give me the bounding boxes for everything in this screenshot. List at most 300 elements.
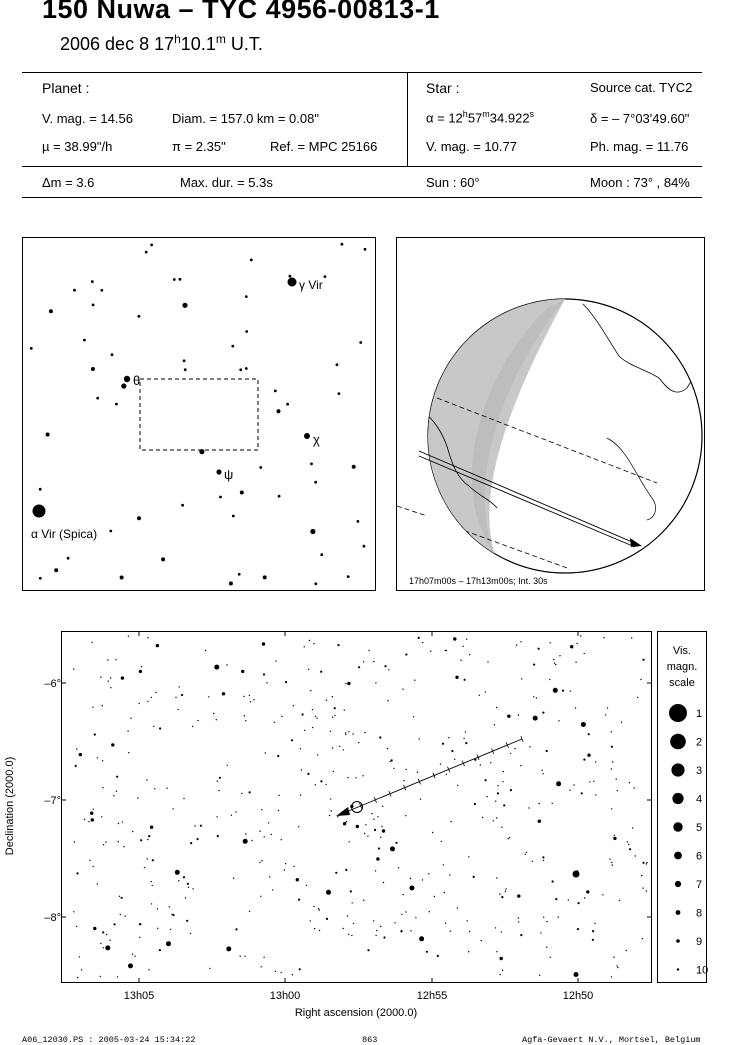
finder-star bbox=[91, 367, 95, 371]
finder-star bbox=[359, 341, 362, 344]
chart-star bbox=[347, 915, 348, 916]
header-top-rule bbox=[22, 72, 702, 73]
chart-star bbox=[509, 837, 510, 838]
chart-star bbox=[299, 968, 301, 970]
chart-star bbox=[607, 707, 608, 708]
chart-star bbox=[616, 778, 617, 779]
finder-star bbox=[278, 495, 281, 498]
chart-star bbox=[152, 885, 153, 886]
chart-star bbox=[633, 787, 634, 788]
chart-star bbox=[147, 637, 148, 638]
chart-star bbox=[243, 696, 244, 697]
scale-dot bbox=[675, 881, 681, 887]
chart-star bbox=[275, 661, 276, 662]
chart-star bbox=[121, 676, 124, 679]
chart-star bbox=[373, 661, 374, 662]
ytick-minus-8: –8° bbox=[44, 912, 61, 924]
chart-star bbox=[495, 927, 496, 928]
chart-star bbox=[349, 841, 350, 842]
chart-star bbox=[518, 921, 519, 922]
chart-star bbox=[285, 863, 286, 864]
chart-star bbox=[183, 876, 185, 878]
chart-star bbox=[172, 914, 174, 916]
chart-star bbox=[157, 928, 158, 929]
chart-star bbox=[249, 791, 251, 793]
scale-title-vis: Vis. bbox=[672, 645, 692, 657]
chart-star bbox=[249, 695, 250, 696]
chart-star bbox=[343, 749, 344, 750]
chart-star bbox=[76, 926, 77, 927]
chart-star bbox=[592, 930, 594, 932]
finder-star bbox=[111, 353, 114, 356]
chart-star bbox=[76, 872, 78, 874]
finder-star bbox=[49, 309, 53, 313]
chart-star bbox=[451, 750, 453, 752]
chart-star bbox=[358, 666, 360, 668]
finder-star bbox=[54, 568, 58, 572]
chart-star bbox=[462, 646, 463, 647]
chart-star bbox=[503, 771, 504, 772]
chart-star bbox=[269, 876, 270, 877]
chart-star bbox=[130, 718, 131, 719]
scale-level-label: 9 bbox=[696, 936, 703, 948]
finder-star bbox=[263, 575, 267, 579]
chart-star bbox=[629, 848, 631, 850]
scale-dot bbox=[671, 763, 684, 776]
scale-level-label: 2 bbox=[696, 736, 703, 749]
chart-star bbox=[641, 875, 642, 876]
chart-star bbox=[422, 642, 423, 643]
chart-star bbox=[463, 738, 464, 739]
chart-star bbox=[245, 720, 246, 721]
chart-star bbox=[293, 866, 294, 867]
chart-star bbox=[410, 930, 411, 931]
chart-star bbox=[586, 890, 589, 893]
chart-star bbox=[588, 733, 590, 735]
chart-star bbox=[266, 682, 267, 683]
chart-star bbox=[417, 772, 418, 773]
finder-star bbox=[310, 529, 315, 534]
finder-star bbox=[347, 575, 350, 578]
chart-star bbox=[528, 807, 529, 808]
chart-star bbox=[116, 776, 118, 778]
chart-star bbox=[261, 809, 262, 810]
xtick-12h50: 12h50 bbox=[562, 990, 594, 1002]
chart-star bbox=[391, 759, 393, 761]
chart-star bbox=[97, 883, 98, 884]
chart-star bbox=[105, 841, 106, 842]
chart-star bbox=[147, 858, 148, 859]
chart-star bbox=[77, 977, 78, 978]
chart-star bbox=[358, 742, 359, 743]
chart-star bbox=[642, 887, 643, 888]
chart-star bbox=[480, 764, 481, 765]
chart-star bbox=[325, 784, 326, 785]
chart-star bbox=[602, 894, 603, 895]
chart-star bbox=[378, 847, 380, 849]
chart-star bbox=[244, 715, 245, 716]
chart-star bbox=[285, 681, 287, 683]
chart-star bbox=[148, 835, 150, 837]
finder-star bbox=[39, 577, 42, 580]
chart-star bbox=[181, 694, 183, 696]
chart-star bbox=[81, 969, 82, 970]
chart-star bbox=[344, 709, 345, 710]
finder-star bbox=[145, 251, 148, 254]
chart-star bbox=[496, 951, 497, 952]
chart-star bbox=[185, 897, 186, 898]
chart-star bbox=[148, 969, 149, 970]
chart-star bbox=[179, 686, 180, 687]
chart-star bbox=[264, 836, 265, 837]
chart-star bbox=[376, 857, 379, 860]
chart-star bbox=[109, 940, 110, 941]
chart-star bbox=[102, 787, 103, 788]
chart-star bbox=[73, 668, 74, 669]
chart-star bbox=[272, 889, 273, 890]
finder-star bbox=[46, 433, 50, 437]
xtick-13h00: 13h00 bbox=[269, 990, 301, 1002]
chart-star bbox=[507, 715, 510, 718]
finder-star bbox=[181, 504, 184, 507]
finder-star bbox=[324, 275, 327, 278]
finder-star bbox=[231, 345, 234, 348]
chart-star bbox=[347, 777, 348, 778]
asteroid-track-arrow bbox=[336, 807, 350, 816]
chart-star bbox=[589, 781, 590, 782]
finder-star bbox=[245, 367, 248, 370]
chart-star bbox=[490, 762, 491, 763]
ytick-minus-6: –6° bbox=[44, 678, 61, 690]
chart-star bbox=[363, 900, 364, 901]
finder-star bbox=[240, 491, 244, 495]
chart-star bbox=[192, 888, 193, 889]
chart-star bbox=[332, 747, 333, 748]
star-photographic-mag: Ph. mag. = 11.76 bbox=[590, 139, 689, 154]
chart-star bbox=[107, 659, 108, 660]
chart-star bbox=[573, 784, 574, 785]
chart-star bbox=[106, 934, 107, 935]
chart-star bbox=[446, 774, 447, 775]
chart-star bbox=[121, 897, 123, 899]
chart-star bbox=[403, 780, 404, 781]
finder-star bbox=[364, 248, 367, 251]
chart-star bbox=[192, 726, 193, 727]
chart-star bbox=[170, 929, 171, 930]
finder-star bbox=[183, 359, 186, 362]
chart-star bbox=[115, 659, 116, 660]
chart-star bbox=[628, 844, 629, 845]
chart-star bbox=[505, 888, 506, 889]
chart-star bbox=[137, 797, 138, 798]
chart-star bbox=[188, 887, 189, 888]
chart-star bbox=[313, 643, 314, 644]
chart-star bbox=[241, 670, 244, 673]
chart-star bbox=[177, 709, 178, 710]
chart-star bbox=[441, 841, 442, 842]
scale-dot bbox=[672, 793, 683, 804]
chart-star bbox=[496, 877, 497, 878]
chart-star bbox=[362, 775, 363, 776]
chart-star bbox=[309, 640, 310, 641]
chart-star bbox=[419, 936, 424, 941]
chart-star bbox=[124, 915, 125, 916]
chart-star bbox=[353, 923, 354, 924]
chart-star bbox=[291, 739, 293, 741]
finder-star bbox=[120, 576, 124, 580]
chart-star bbox=[76, 748, 77, 749]
chart-star bbox=[79, 956, 80, 957]
chart-star bbox=[159, 727, 161, 729]
chart-star bbox=[175, 870, 180, 875]
chart-star bbox=[316, 718, 317, 719]
max-duration: Max. dur. = 5.3s bbox=[180, 175, 273, 190]
chart-star bbox=[227, 765, 228, 766]
planet-heading: Planet : bbox=[42, 80, 90, 96]
chart-star bbox=[495, 801, 496, 802]
xtick-13h05: 13h05 bbox=[123, 990, 155, 1002]
chart-star bbox=[440, 763, 441, 764]
chart-star bbox=[646, 863, 647, 864]
chart-star bbox=[249, 911, 250, 912]
chart-star bbox=[93, 927, 96, 930]
chart-star bbox=[178, 880, 179, 881]
chart-star bbox=[432, 832, 433, 833]
chart-star bbox=[261, 860, 262, 861]
chart-star bbox=[474, 803, 476, 805]
chart-star bbox=[278, 810, 279, 811]
scale-level-label: 5 bbox=[696, 822, 703, 834]
globe-panel bbox=[396, 237, 705, 591]
chart-star bbox=[75, 765, 77, 767]
chart-star bbox=[333, 771, 334, 772]
chart-star bbox=[183, 798, 184, 799]
chart-star bbox=[307, 773, 309, 775]
finder-star bbox=[161, 557, 165, 561]
scale-title-magn: magn. bbox=[666, 661, 698, 673]
chart-star bbox=[235, 811, 236, 812]
chart-star bbox=[637, 697, 638, 698]
chart-star bbox=[502, 970, 503, 971]
chart-star bbox=[510, 789, 512, 791]
chart-star bbox=[627, 841, 628, 842]
chart-star bbox=[118, 823, 119, 824]
chart-star bbox=[200, 825, 202, 827]
chart-star bbox=[520, 765, 521, 766]
chart-star bbox=[414, 680, 415, 681]
chart-star bbox=[351, 935, 352, 936]
chart-star bbox=[140, 839, 142, 841]
chart-star bbox=[465, 742, 467, 744]
chart-star bbox=[114, 923, 116, 925]
chart-star bbox=[156, 644, 159, 647]
planet-diameter: Diam. = 157.0 km = 0.08" bbox=[172, 111, 319, 126]
footer-file-info: A06_12030.PS : 2005-03-24 15:34:22 bbox=[22, 1035, 196, 1045]
finder-star bbox=[341, 243, 344, 246]
chart-star bbox=[556, 781, 561, 786]
chart-star bbox=[402, 894, 403, 895]
chart-star bbox=[89, 860, 90, 861]
chart-star bbox=[593, 781, 594, 782]
chart-star bbox=[346, 821, 347, 822]
moon-info: Moon : 73° , 84% bbox=[590, 175, 690, 190]
chart-star bbox=[555, 898, 557, 900]
chart-star bbox=[640, 679, 641, 680]
chart-star bbox=[558, 720, 559, 721]
chart-star bbox=[387, 748, 388, 749]
chart-star bbox=[526, 852, 527, 853]
chart-star bbox=[450, 931, 451, 932]
finder-star bbox=[30, 347, 33, 350]
chart-star bbox=[614, 835, 615, 836]
chart-star bbox=[100, 976, 101, 977]
chart-star bbox=[310, 690, 311, 691]
chart-star bbox=[570, 645, 573, 648]
chart-star bbox=[194, 825, 195, 826]
chart-star bbox=[505, 891, 506, 892]
planet-reference: Ref. = MPC 25166 bbox=[270, 139, 378, 154]
chart-star bbox=[298, 899, 300, 901]
chart-star bbox=[217, 781, 218, 782]
chart-star bbox=[320, 671, 322, 673]
chart-star bbox=[355, 777, 356, 778]
chart-star bbox=[611, 746, 613, 748]
chart-star bbox=[445, 922, 446, 923]
chart-star bbox=[635, 855, 636, 856]
finder-star bbox=[73, 289, 76, 292]
chart-star bbox=[575, 661, 576, 662]
chart-star bbox=[538, 820, 541, 823]
finder-star bbox=[320, 553, 323, 556]
chart-star bbox=[631, 637, 632, 638]
chart-star bbox=[371, 813, 372, 814]
chart-star bbox=[308, 669, 309, 670]
chart-star bbox=[197, 720, 198, 721]
chart-star bbox=[265, 752, 266, 753]
chart-star bbox=[84, 819, 85, 820]
chart-star bbox=[507, 838, 508, 839]
chart-star bbox=[594, 923, 595, 924]
chart-star bbox=[398, 867, 399, 868]
chart-star bbox=[216, 816, 217, 817]
scale-dot bbox=[669, 704, 687, 722]
chart-star bbox=[337, 644, 339, 646]
chart-star bbox=[150, 826, 153, 829]
scale-dot bbox=[676, 910, 681, 915]
chart-star bbox=[93, 809, 94, 810]
chart-star bbox=[319, 930, 320, 931]
chart-star bbox=[390, 846, 395, 851]
chart-star bbox=[485, 779, 487, 781]
chart-star bbox=[111, 743, 114, 746]
chart-star bbox=[406, 769, 407, 770]
page-title: 150 Nuwa – TYC 4956-00813-1 bbox=[42, 0, 440, 24]
chart-star bbox=[464, 679, 466, 681]
chart-star bbox=[318, 908, 319, 909]
chart-star bbox=[542, 773, 543, 774]
chart-star bbox=[532, 861, 533, 862]
chart-star bbox=[486, 796, 487, 797]
chart-star bbox=[533, 664, 535, 666]
chart-star bbox=[222, 692, 225, 695]
finder-star bbox=[352, 465, 356, 469]
chart-star bbox=[581, 792, 583, 794]
scale-level-label: 4 bbox=[696, 793, 703, 806]
chart-star bbox=[409, 886, 414, 891]
chart-star bbox=[334, 707, 336, 709]
chart-star bbox=[146, 779, 147, 780]
chart-star bbox=[543, 860, 544, 861]
chart-star bbox=[79, 753, 82, 756]
chart-star bbox=[172, 808, 173, 809]
chart-star bbox=[292, 974, 293, 975]
chart-star bbox=[337, 816, 338, 817]
chart-star bbox=[553, 688, 558, 693]
chart-star bbox=[501, 896, 503, 898]
chart-star bbox=[538, 648, 540, 650]
chart-star bbox=[281, 839, 282, 840]
chart-star bbox=[533, 696, 534, 697]
chart-star bbox=[100, 677, 101, 678]
scale-title-scale: scale bbox=[669, 677, 695, 689]
finder-star bbox=[173, 278, 176, 281]
chart-star bbox=[132, 954, 133, 955]
chart-star bbox=[94, 733, 96, 735]
footer-credit: Agfa-Gevaert N.V., Mortsel, Belgium bbox=[522, 1035, 701, 1045]
finder-star bbox=[289, 275, 292, 278]
chart-star bbox=[218, 790, 219, 791]
chart-star bbox=[550, 957, 551, 958]
chart-star bbox=[216, 719, 217, 720]
chart-star bbox=[281, 716, 282, 717]
chart-star bbox=[313, 906, 314, 907]
chart-star bbox=[550, 642, 551, 643]
finder-star bbox=[286, 403, 289, 406]
chart-star bbox=[429, 911, 430, 912]
magnitude-scale-panel bbox=[657, 631, 707, 983]
psi-vir-star bbox=[216, 469, 221, 474]
chart-star bbox=[503, 804, 505, 806]
chart-star bbox=[402, 689, 403, 690]
chi-vir-star bbox=[304, 433, 310, 439]
scale-dot bbox=[677, 968, 679, 970]
chart-star bbox=[352, 902, 353, 903]
chart-star bbox=[352, 733, 353, 734]
finder-star bbox=[250, 259, 253, 262]
chart-star bbox=[576, 643, 577, 644]
chart-star bbox=[646, 890, 647, 891]
finder-star bbox=[259, 466, 262, 469]
chart-star bbox=[546, 750, 548, 752]
chart-star bbox=[166, 941, 171, 946]
chart-star bbox=[259, 862, 260, 863]
y-axis-label: Declination (2000.0) bbox=[4, 756, 16, 856]
chart-star bbox=[367, 836, 368, 837]
chart-star bbox=[166, 788, 167, 789]
chart-star bbox=[119, 896, 120, 897]
chart-star bbox=[132, 831, 133, 832]
chart-star bbox=[584, 897, 585, 898]
chart-star bbox=[363, 661, 364, 662]
chart-star bbox=[128, 752, 129, 753]
chart-star bbox=[312, 709, 313, 710]
chart-star bbox=[499, 893, 500, 894]
chart-star bbox=[139, 703, 140, 704]
chart-star bbox=[611, 731, 612, 732]
chart-star bbox=[103, 844, 104, 845]
header-middle-rule bbox=[22, 166, 702, 167]
spica-star bbox=[33, 505, 46, 518]
